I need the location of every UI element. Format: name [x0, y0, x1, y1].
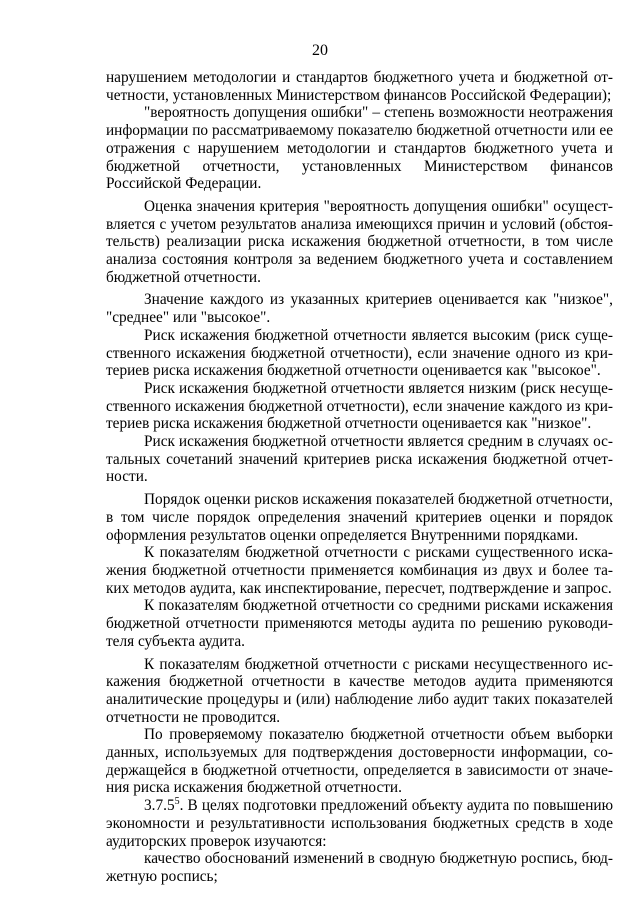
paragraph: По проверяемому показателю бюджетной отчетности объем выборки данных, используемых для подтверждения достоверности информации, содержащейся в бюджетной отчетности, определяется в зависимости от значения риска искажения бюджетной отчетности.	[106, 726, 613, 797]
paragraph: качество обоснований изменений в сводную бюджетную роспись, бюджетную роспись;	[106, 850, 613, 885]
paragraph: Значение каждого из указанных критериев оценивается как "низкое", "среднее" или "высокое".	[106, 291, 613, 327]
paragraph: К показателям бюджетной отчетности с рисками несущественного искажения бюджетной отчетности в качестве методов аудита применяются аналитические процедуры и (или) наблюдение либо аудит таких показателей отчетности не проводится.	[106, 655, 613, 726]
paragraph: Порядок оценки рисков искажения показателей бюджетной отчетности, в том числе порядок определения значений критериев оценки и порядок оформления результатов оценки определяется Внутренними порядками.	[106, 491, 613, 544]
section-number: 3.7.5	[144, 797, 175, 815]
paragraph: Риск искажения бюджетной отчетности является средним в случаях остальных сочетаний значений критериев риска искажения бюджетной отчетности.	[106, 433, 613, 486]
footnote-mark: 5	[174, 796, 180, 808]
paragraph: "вероятность допущения ошибки" – степень возможности неотражения информации по рассматриваемому показателю бюджетной отчетности или ее отражения с нарушением методологии и стандартов бюджетного учета и бюджетной отчетности, установленных Министерством финансов Российской Федерации.	[106, 104, 613, 193]
paragraph: Риск искажения бюджетной отчетности является низким (риск несущественного искажения бюджетной отчетности), если значение каждого из критериев риска искажения бюджетной отчетности оценивается как "низкое".	[106, 379, 613, 433]
section-text: . В целях подготовки предложений объекту аудита по повышению экономности и результативности использования бюджетных средств в ходе аудиторских проверок изучаются:	[106, 797, 613, 850]
page-body	[106, 69, 613, 886]
paragraph: нарушением методологии и стандартов бюджетного учета и бюджетной отчетности, установленных Министерством финансов Российской Федерации);	[106, 69, 613, 104]
paragraph: Риск искажения бюджетной отчетности является высоким (риск существенного искажения бюджетной отчетности), если значение одного из критериев риска искажения бюджетной отчетности оценивается как "высокое".	[106, 326, 613, 380]
page-number: 20	[312, 42, 328, 59]
paragraph: К показателям бюджетной отчетности с рисками существенного искажения бюджетной отчетности применяется комбинация из двух и более таких методов аудита, как инспектирование, пересчет, подтверждение и запрос.	[106, 544, 613, 597]
paragraph: К показателям бюджетной отчетности со средними рисками искажения бюджетной отчетности применяются методы аудита по решению руководителя субъекта аудита.	[106, 597, 613, 650]
paragraph: Оценка значения критерия "вероятность допущения ошибки" осуществляется с учетом результатов анализа имеющихся причин и условий (обстоятельств) реализации риска искажения бюджетной отчетности, в том числе анализа состояния контроля за ведением бюджетного учета и составлением бюджетной отчетности.	[106, 197, 613, 286]
section-paragraph	[106, 797, 613, 850]
